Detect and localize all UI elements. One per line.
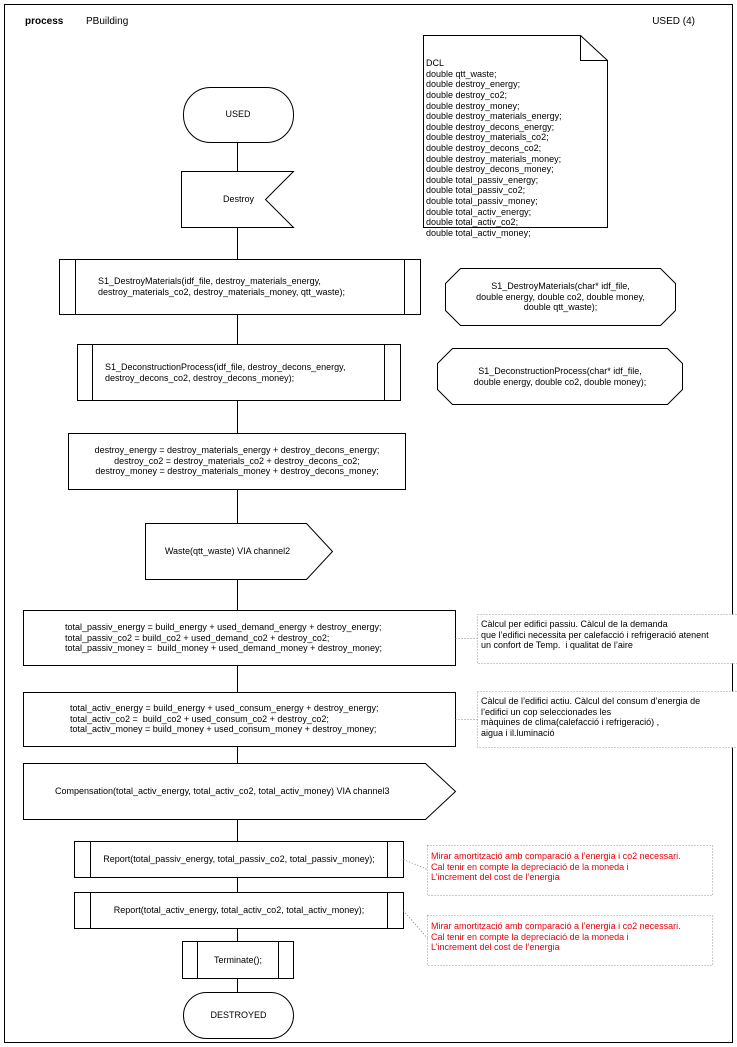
task-destroy-text: destroy_energy = destroy_materials_energy + destroy_decons_energy; destroy_co2 = destroy_materials_co2 + destroy_decons_co2; destroy_money = destroy_materials_money + destroy_decons_money; [94, 445, 380, 477]
output-waste: Waste(qtt_waste) VIA channel2 [164, 546, 291, 556]
process-keyword: process [25, 16, 64, 27]
report-passiv: Report(total_passiv_energy, total_passiv_co2, total_passiv_money); [103, 854, 375, 864]
report-activ: Report(total_activ_energy, total_activ_co2, total_activ_money); [113, 905, 365, 915]
call-materials-text: S1_DestroyMaterials(idf_file, destroy_materials_energy, destroy_materials_co2, destroy_materials_money, qtt_waste); [98, 276, 345, 297]
terminate: Terminate(); [213, 955, 262, 965]
state-destroyed: DESTROYED [210, 1010, 267, 1020]
output-compensation: Compensation(total_activ_energy, total_activ_co2, total_activ_money) VIA channel3 [55, 786, 390, 796]
note-activ-text: Càlcul de l’edifici actiu. Càlcul del consum d’energia de l’edifici un cop seleccionades les màquines de clima(calefacció i refrigeració) , aigua i il.luminació [481, 696, 701, 738]
call-decons-text: S1_DeconstructionProcess(idf_file, destroy_decons_energy, destroy_decons_co2, destroy_decons_money); [105, 362, 346, 383]
process-name: PBuilding [86, 16, 129, 27]
state-used: USED [225, 109, 251, 119]
decl-materials-text: S1_DestroyMaterials(char* idf_file, double energy, double co2, double money, double qtt_waste); [476, 281, 645, 313]
task-passiv-text: total_passiv_energy = build_energy + used_demand_energy + destroy_energy; total_passiv_co2 = build_co2 + used_demand_co2 + destroy_co2; total_passiv_money = build_money + used_demand_money + destroy_money; [65, 622, 382, 654]
input-destroy: Destroy [222, 194, 254, 204]
page-label: USED (4) [652, 16, 695, 27]
note-passiv-text: Càlcul per edifici passiu. Càlcul de la demanda que l’edifici necessita per calefacció i refrigeració atenent un confort de Temp. i qualitat de l’aire [481, 619, 709, 651]
note-report-activ-text: Mirar amortització amb comparació a l’energia i co2 necessari. Cal tenir en compte la depreciació de la moneda i L’increment del cost de l’energia [431, 921, 681, 953]
dcl-text: DCL double qtt_waste; double destroy_energy; double destroy_co2; double destroy_money; double destroy_materials_energy; double destroy_decons_energy; double destroy_materials_co2; double destroy_decons_co2; double destroy_materials_money; double destroy_decons_money; double total_passiv_energy; double total_passiv_co2; double total_passiv_money; double total_activ_energy; double total_activ_co2; double total_activ_money; [426, 58, 562, 238]
task-activ-text: total_activ_energy = build_energy + used_consum_energy + destroy_energy; total_activ_co2 = build_co2 + used_consum_co2 + destroy_co2; total_activ_money = build_money + used_consum_money + destroy_money; [70, 703, 379, 735]
note-report-passiv-text: Mirar amortització amb comparació a l’energia i co2 necessari. Cal tenir en compte la depreciació de la moneda i L’increment del cost de l’energia [431, 851, 681, 883]
decl-decons-text: S1_DeconstructionProcess(char* idf_file, double energy, double co2, double money); [473, 366, 647, 387]
